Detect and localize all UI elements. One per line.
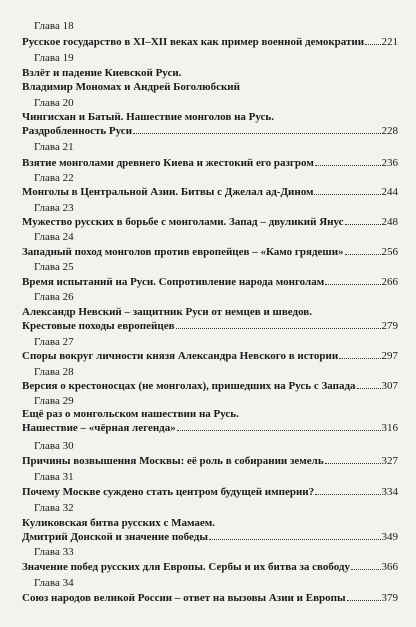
chapter-label: Глава 26: [34, 291, 74, 303]
chapter-title: Причины возвышения Москвы: её роль в собирании земель: [22, 455, 324, 467]
dot-leader: [345, 224, 381, 225]
chapter-title: Союз народов великой России – ответ на вызовы Азии и Европы: [22, 592, 346, 604]
dot-leader: [325, 284, 380, 285]
page-number: 316: [381, 422, 398, 434]
toc-entry[interactable]: [22, 380, 398, 392]
chapter-label: Глава 30: [34, 440, 74, 452]
chapter-title: Версия о крестоносцах (не монголах), пришедших на Русь с Запада: [22, 380, 356, 392]
chapter-title: Почему Москве суждено стать центром будущей империи?: [22, 486, 315, 498]
chapter-title: Значение побед русских для Европы. Сербы и их битва за свободу: [22, 561, 350, 573]
chapter-label: Глава 31: [34, 471, 74, 483]
toc-entry[interactable]: [22, 455, 398, 467]
chapter-title: Споры вокруг личности князя Александра Невского в истории: [22, 350, 339, 362]
toc-entry[interactable]: [22, 486, 398, 498]
page-number: 221: [381, 36, 398, 48]
chapter-title[interactable]: Владимир Мономах и Андрей Боголюбский: [22, 81, 240, 93]
dot-leader: [325, 463, 381, 464]
page-number: 349: [381, 531, 398, 543]
chapter-label: Глава 23: [34, 202, 74, 214]
chapter-label: Глава 27: [34, 336, 74, 348]
chapter-label: Глава 18: [34, 20, 74, 32]
page-number: 379: [381, 592, 398, 604]
chapter-label: Глава 21: [34, 141, 74, 153]
chapter-label: Глава 24: [34, 231, 74, 243]
chapter-title[interactable]: Куликовская битва русских с Мамаем.: [22, 517, 215, 529]
dot-leader: [357, 388, 381, 389]
dot-leader: [177, 430, 381, 431]
chapter-title: Монголы в Центральной Азии. Битвы с Джелал ад-Дином: [22, 186, 314, 198]
toc-entry[interactable]: [22, 216, 398, 228]
toc-entry[interactable]: [22, 422, 398, 434]
chapter-title[interactable]: Ещё раз о монгольском нашествии на Русь.: [22, 408, 239, 420]
chapter-label: Глава 28: [34, 366, 74, 378]
dot-leader: [209, 539, 381, 540]
chapter-title: Нашествие – «чёрная легенда»: [22, 422, 176, 434]
chapter-title: Мужество русских в борьбе с монголами. Запад – двуликий Янус: [22, 216, 344, 228]
chapter-label: Глава 32: [34, 502, 74, 514]
chapter-title: Западный поход монголов против европейцев – «Камо грядеши»: [22, 246, 344, 258]
chapter-label: Глава 34: [34, 577, 74, 589]
toc-entry[interactable]: [22, 561, 398, 573]
page-number: 297: [381, 350, 398, 362]
page-number: 334: [381, 486, 398, 498]
chapter-title[interactable]: Чингисхан и Батый. Нашествие монголов на Русь.: [22, 111, 274, 123]
chapter-label: Глава 33: [34, 546, 74, 558]
toc-entry[interactable]: [22, 531, 398, 543]
page-number: 248: [381, 216, 398, 228]
toc-entry[interactable]: [22, 186, 398, 198]
dot-leader: [345, 254, 381, 255]
toc-entry[interactable]: [22, 350, 398, 362]
page-number: 366: [381, 561, 398, 573]
toc-entry[interactable]: [22, 320, 398, 332]
page-number: 266: [381, 276, 398, 288]
toc-entry[interactable]: [22, 125, 398, 137]
chapter-title: Крестовые походы европейцев: [22, 320, 175, 332]
dot-leader: [176, 328, 381, 329]
toc-entry[interactable]: [22, 36, 398, 48]
chapter-label: Глава 25: [34, 261, 74, 273]
chapter-label: Глава 19: [34, 52, 74, 64]
page-number: 256: [381, 246, 398, 258]
chapter-title: Время испытаний на Руси. Сопротивление народа монголам: [22, 276, 325, 288]
page-number: 244: [381, 186, 398, 198]
dot-leader: [347, 600, 381, 601]
chapter-title: Дмитрий Донской и значение победы: [22, 531, 208, 543]
chapter-label: Глава 20: [34, 97, 74, 109]
chapter-label: Глава 29: [34, 395, 74, 407]
chapter-label: Глава 22: [34, 172, 74, 184]
page-number: 228: [381, 125, 398, 137]
toc-entry[interactable]: [22, 157, 398, 169]
toc-entry[interactable]: [22, 276, 398, 288]
toc-entry[interactable]: [22, 246, 398, 258]
dot-leader: [315, 494, 380, 495]
page-number: 327: [381, 455, 398, 467]
dot-leader: [365, 44, 380, 45]
chapter-title: Русское государство в XI–XII веках как пример военной демократии: [22, 36, 365, 48]
page-number: 307: [381, 380, 398, 392]
chapter-title[interactable]: Александр Невский – защитник Руси от немцев и шведов.: [22, 306, 312, 318]
dot-leader: [351, 569, 381, 570]
dot-leader: [315, 165, 381, 166]
dot-leader: [314, 194, 380, 195]
dot-leader: [339, 358, 380, 359]
chapter-title: Раздробленность Руси: [22, 125, 133, 137]
dot-leader: [133, 133, 380, 134]
chapter-title[interactable]: Взлёт и падение Киевской Руси.: [22, 67, 182, 79]
page-number: 236: [381, 157, 398, 169]
toc-entry[interactable]: [22, 592, 398, 604]
chapter-title: Взятие монголами древнего Киева и жестокий его разгром: [22, 157, 314, 169]
page-number: 279: [381, 320, 398, 332]
